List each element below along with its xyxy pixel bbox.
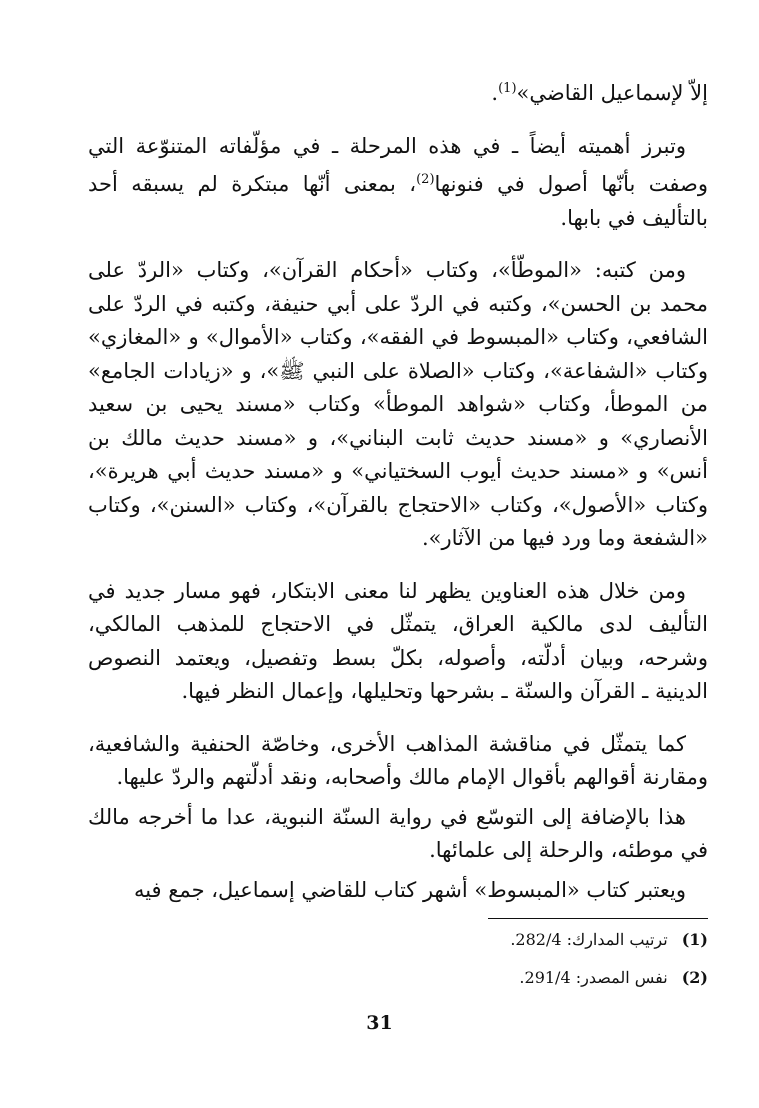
paragraph-2-text: وتبرز أهميته أيضاً ـ في هذه المرحلة ـ في مؤلّفاته المتنوّعة التي وصفت بأنّها أصول في فنونها [88,133,708,196]
footnote-1-text: ترتيب المدارك: 282/4. [510,930,668,949]
footnote-1 [300,930,708,950]
footnote-2-text: نفس المصدر: 291/4. [519,968,668,987]
paragraph-4: ومن خلال هذه العناوين يظهر لنا معنى الابتكار، فهو مسار جديد في التأليف لدى مالكية العراق، يتمثّل في الاحتجاج للمذهب المالكي، وشرحه، وبيان أدلّته، وأصوله، بكلّ بسط وتفصيل، ويعتمد النصوص الدينية ـ القرآن والسنّة ـ بشرحها وتحليلها، وإعمال النظر فيها. [88,578,708,703]
paragraph-1 [88,72,708,111]
footnote-ref-2: (2) [416,172,435,187]
paragraph-7: ويعتبر كتاب «المبسوط» أشهر كتاب للقاضي إسماعيل، جمع فيه [133,877,686,902]
paragraph-2 [88,130,708,236]
paragraph-1-end: . [491,81,499,105]
paragraph-5: كما يتمثّل في مناقشة المذاهب الأخرى، وخاصّة الحنفية والشافعية، ومقارنة أقوالهم بأقوال الإمام مالك وأصحابه، ونقد أدلّتهم والردّ عليها. [88,731,708,789]
footnote-2 [300,968,708,988]
page-number: 31 [366,1012,393,1034]
paragraph-3: ومن كتبه: «الموطّأ»، وكتاب «أحكام القرآن»، وكتاب «الردّ على محمد بن الحسن»، وكتبه في الردّ على أبي حنيفة، وكتبه في الردّ على الشافعي، وكتاب «المبسوط في الفقه»، وكتاب «الأموال» و «المغازي» وكتاب «الشفاعة»، وكتاب «الصلاة على النبي ﷺ»، و «زيادات الجامع» من الموطأ، وكتاب «شواهد الموطأ» وكتاب «مسند يحيى بن سعيد الأنصاري» و «مسند حديث ثابت البناني»، و «مسند حديث مالك بن أنس» و «مسند حديث أيوب السختياني» و «مسند حديث أبي هريرة»، وكتاب «الأصول»، وكتاب «الاحتجاج بالقرآن»، وكتاب «السنن»، وكتاب «الشفعة وما ورد فيها من الآثار». [88,258,708,550]
footnote-ref-1: (1) [498,81,517,96]
footnotes [300,930,708,1006]
footnote-1-number: (1) [681,930,708,949]
paragraph-2-tail: ، بمعنى أنّها مبتكرة لم يسبقه أحد بالتأليف في بابها. [88,172,708,230]
paragraph-1-text: إلاّ لإسماعيل القاضي» [516,81,708,105]
body-text [88,72,708,926]
footnote-2-number: (2) [681,968,708,987]
paragraph-6: هذا بالإضافة إلى التوسّع في رواية السنّة النبوية، عدا ما أخرجه مالك في موطئه، والرحلة إلى علمائها. [88,804,708,862]
footnote-divider [488,918,708,919]
